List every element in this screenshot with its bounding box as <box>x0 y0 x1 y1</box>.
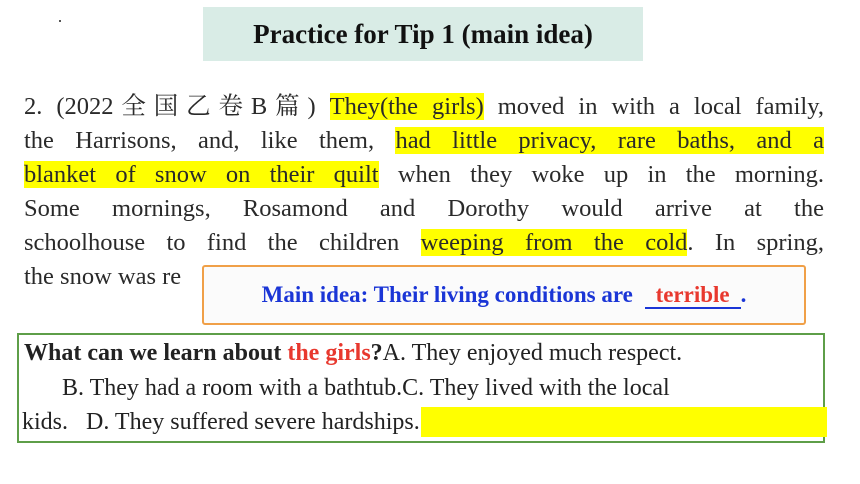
option-b: B. They had a room with a bathtub. <box>62 375 403 401</box>
question-line-2 <box>62 375 670 402</box>
passage-line-4: Some mornings, Rosamond and Dorothy would arrive at the <box>24 195 824 222</box>
question-line-3 <box>22 409 420 436</box>
option-c-continued: kids. <box>22 409 69 435</box>
question-stem: What can we learn about the girls?A. They enjoyed much respect. <box>24 340 683 366</box>
question-box <box>17 333 825 443</box>
passage-line-3: blanket of snow on their quilt when they woke up in the morning. <box>24 161 825 188</box>
main-idea-text: Main idea: Their living conditions are terrible . <box>261 281 747 307</box>
title-banner <box>203 7 643 61</box>
highlight-privacy: had little privacy, rare baths, and a <box>395 127 824 154</box>
answer-blank: terrible <box>645 283 741 309</box>
option-d: D. They suffered severe hardships. <box>86 409 420 435</box>
highlight-they: They(the girls) <box>329 93 484 120</box>
highlight-weeping: weeping from the cold <box>420 229 688 256</box>
main-idea-box <box>202 265 806 325</box>
passage-line-5: schoolhouse to find the children weeping from the cold. In spring, <box>24 229 824 256</box>
passage-line-6: the snow was re <box>24 263 182 290</box>
answer-highlight <box>421 407 827 437</box>
passage-line-1: 2. (2022全国乙卷B篇) They(the girls) moved in with a local family, <box>24 93 824 120</box>
passage-line-2: the Harrisons, and, like them, had little privacy, rare baths, and a <box>24 127 824 154</box>
option-c: C. They lived with the local <box>402 375 670 401</box>
page-title: Practice for Tip 1 (main idea) <box>253 18 593 49</box>
stray-dot <box>59 20 61 22</box>
option-a: A. They enjoyed much respect. <box>382 340 683 366</box>
question-subject: the girls <box>287 340 371 366</box>
highlight-blanket: blanket of snow on their quilt <box>24 161 379 188</box>
